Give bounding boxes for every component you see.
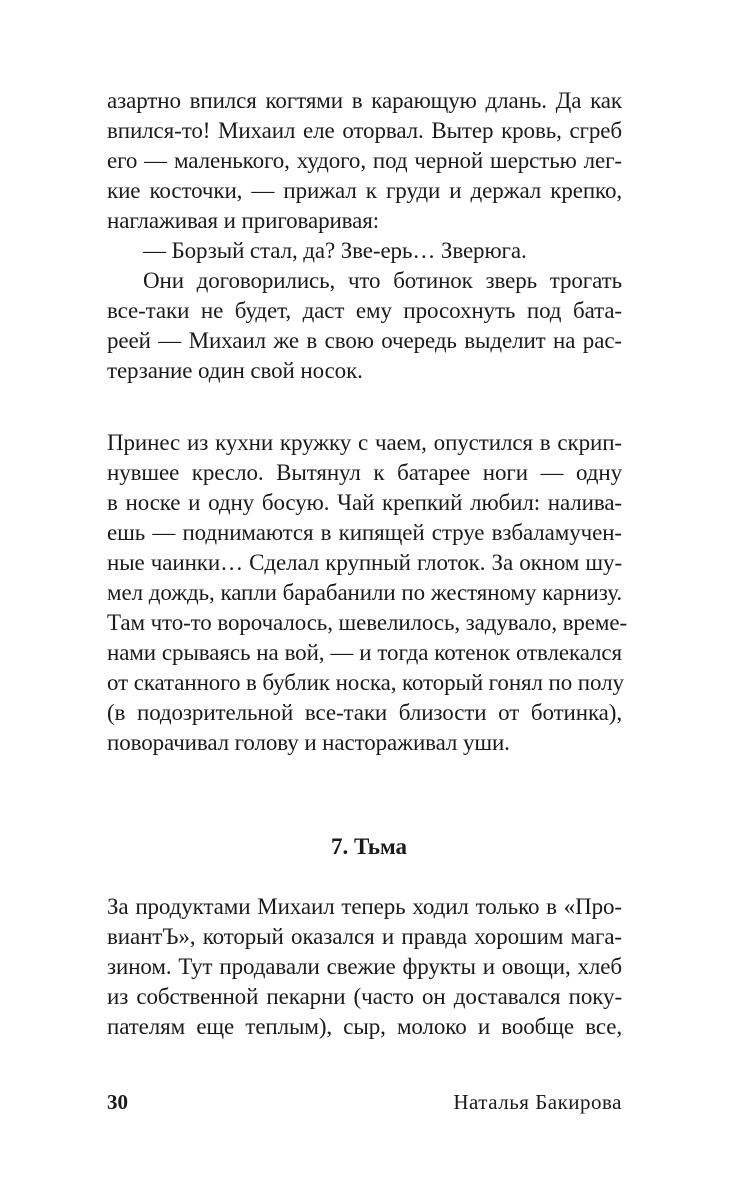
page-number: 30: [107, 1090, 128, 1114]
text-line: кие косточки, — прижал к груди и держал крепко,: [107, 178, 622, 203]
text-line: (в подозрительной все-таки близости от ботинка),: [107, 700, 622, 725]
text-line: от скатанного в бублик носка, который гонял по полу: [107, 670, 624, 695]
text-line: зином. Тут продавали свежие фрукты и овощи, хлеб: [107, 954, 622, 979]
running-footer-author: Наталья Бакирова: [453, 1090, 622, 1114]
text-line: в носке и одну босую. Чай крепкий любил: налива-: [107, 490, 622, 515]
dialogue-line: — Борзый стал, да? Зве-ерь… Зверюга.: [143, 238, 527, 263]
text-line: ные чаинки… Сделал крупный глоток. За окном шу-: [107, 550, 622, 575]
text-line: терзание один свой носок.: [107, 358, 363, 383]
text-line: азартно впился когтями в карающую длань. Да как: [107, 88, 622, 113]
text-line: реей — Михаил же в свою очередь выделит на рас-: [107, 328, 622, 353]
text-line: виантЪ», который оказался и правда хорошим мага-: [107, 924, 622, 949]
text-line: из собственной пекарни (часто он доставался поку-: [107, 984, 622, 1009]
chapter-heading: 7. Тьма: [330, 834, 408, 859]
text-line: Они договорились, что ботинок зверь трогать: [143, 268, 622, 293]
text-line: наглаживая и приговаривая:: [107, 208, 380, 233]
text-line: ешь — поднимаются в кипящей струе взбаламучен-: [107, 520, 622, 545]
text-line: нами срываясь на вой, — и тогда котенок отвлекался: [107, 640, 622, 665]
text-line: все-таки не будет, даст ему просохнуть под бата-: [107, 298, 622, 323]
text-line: нувшее кресло. Вытянул к батарее ноги — одну: [107, 460, 622, 485]
text-line: Там что-то ворочалось, шевелилось, задувало, време-: [107, 610, 628, 635]
text-line: Принес из кухни кружку с чаем, опустился в скрип-: [107, 430, 622, 455]
text-line: его — маленького, худого, под черной шерстью лег-: [107, 148, 622, 173]
text-line: пателям еще теплым), сыр, молоко и вообще все,: [107, 1014, 622, 1039]
text-line: мел дождь, капли барабанили по жестяному карнизу.: [107, 580, 622, 605]
text-line: впился-то! Михаил еле оторвал. Вытер кровь, сгреб: [107, 118, 622, 143]
text-line: поворачивал голову и настораживал уши.: [107, 730, 510, 755]
text-line: За продуктами Михаил теперь ходил только в «Про-: [107, 894, 622, 919]
